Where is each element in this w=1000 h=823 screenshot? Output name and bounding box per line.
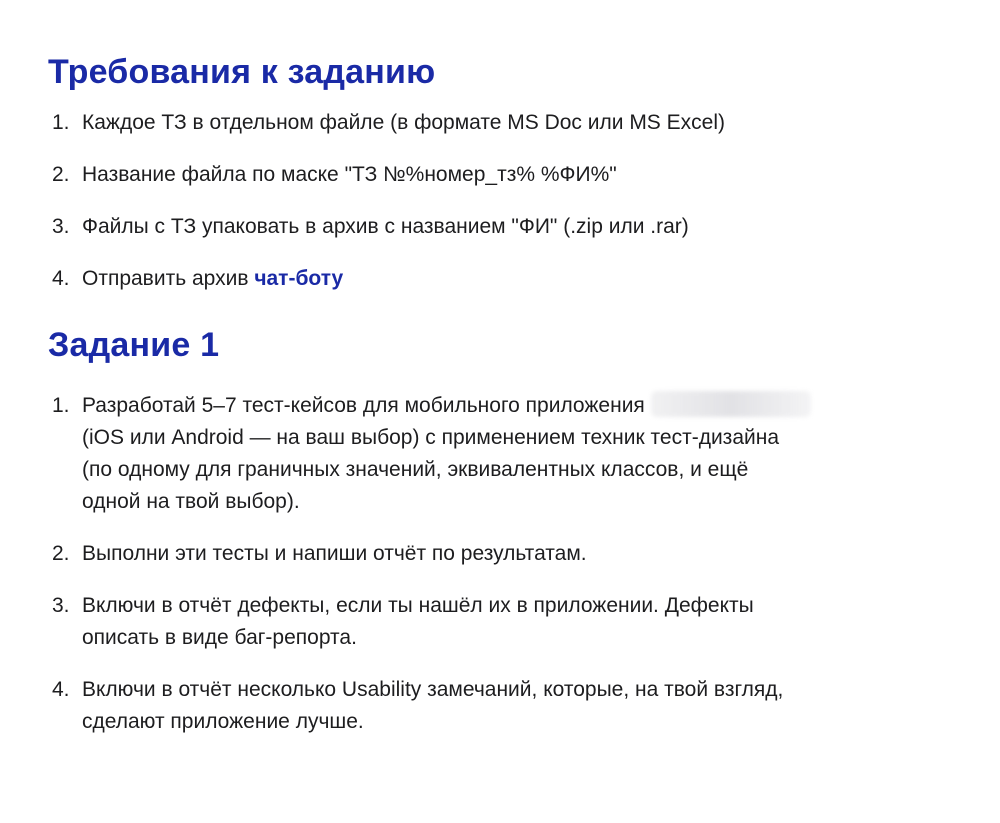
item-number: 4. bbox=[52, 267, 70, 290]
item-text: Каждое ТЗ в отдельном файле (в формате MS Doc или MS Excel) bbox=[82, 111, 725, 134]
task1-title: Задание 1 bbox=[48, 326, 220, 364]
list-item bbox=[48, 263, 952, 295]
item-line: сделают приложение лучше. bbox=[82, 710, 364, 733]
item-text bbox=[82, 263, 942, 295]
redacted-app-name bbox=[651, 391, 811, 417]
requirements-section bbox=[48, 44, 952, 295]
item-line: одной на твой выбор). bbox=[82, 490, 300, 513]
list-item bbox=[48, 590, 952, 654]
item-text: Название файла по маске "ТЗ №%номер_тз% %ФИ%" bbox=[82, 163, 617, 186]
item-line bbox=[82, 394, 811, 417]
item-line-text: Разработай 5–7 тест-кейсов для мобильного приложения bbox=[82, 394, 645, 417]
list-item bbox=[48, 674, 952, 738]
requirements-list bbox=[48, 107, 952, 295]
item-text bbox=[82, 674, 942, 738]
item-number: 3. bbox=[52, 594, 70, 617]
task1-section bbox=[48, 317, 952, 738]
item-line: (по одному для граничных значений, эквивалентных классов, и ещё bbox=[82, 458, 749, 481]
item-text bbox=[82, 590, 942, 654]
item-number: 1. bbox=[52, 394, 70, 417]
item-text: Выполни эти тесты и напиши отчёт по результатам. bbox=[82, 542, 587, 565]
item-number: 2. bbox=[52, 163, 70, 186]
item-number: 4. bbox=[52, 678, 70, 701]
list-item bbox=[48, 538, 952, 570]
list-item bbox=[48, 390, 952, 518]
item-line: (iOS или Android — на ваш выбор) с применением техник тест-дизайна bbox=[82, 426, 779, 449]
item-text-prefix: Отправить архив bbox=[82, 267, 255, 290]
list-item bbox=[48, 211, 952, 243]
item-number: 3. bbox=[52, 215, 70, 238]
item-line: Включи в отчёт несколько Usability замечаний, которые, на твой взгляд, bbox=[82, 678, 784, 701]
item-number: 2. bbox=[52, 542, 70, 565]
list-item bbox=[48, 159, 952, 191]
list-item bbox=[48, 107, 952, 139]
chat-bot-link[interactable]: чат-боту bbox=[254, 267, 344, 290]
item-number: 1. bbox=[52, 111, 70, 134]
requirements-title: Требования к заданию bbox=[48, 53, 436, 91]
task1-list bbox=[48, 390, 952, 738]
item-text bbox=[82, 390, 942, 518]
item-line: Включи в отчёт дефекты, если ты нашёл их в приложении. Дефекты bbox=[82, 594, 754, 617]
item-line: описать в виде баг-репорта. bbox=[82, 626, 357, 649]
item-text: Файлы с ТЗ упаковать в архив с названием "ФИ" (.zip или .rar) bbox=[82, 215, 689, 238]
